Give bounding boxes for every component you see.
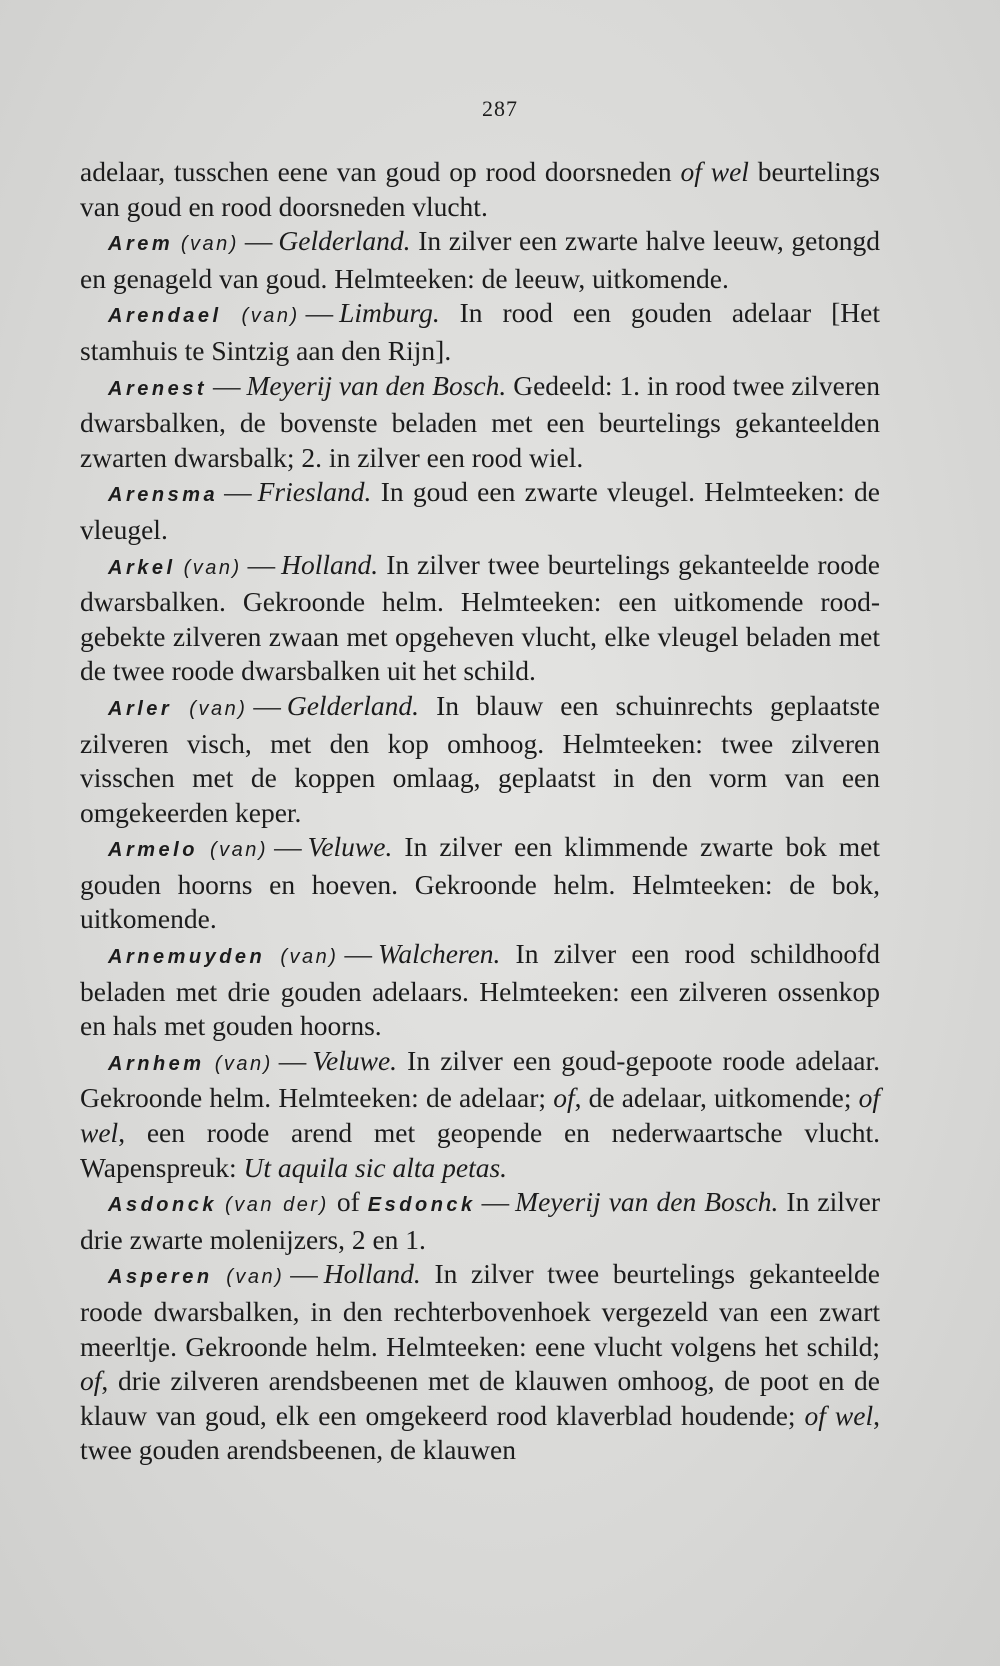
region: Holland. [281,548,379,580]
family-name: Arendael [108,305,222,328]
blazon-text: In zilver een zwarte halve leeuw, getongd en genageld van goud. Helmteeken: de leeuw, uitkomende. [80,225,881,294]
blazon-text: In blauw een schuinrechts geplaatste zilveren visch, met den kop omhoog. Helmteeken: twee zilveren visschen met de koppen omlaag, geplaatst in den vorm van een omgekeerden keper. [80,689,881,828]
blazon-text: In zilver twee beurtelings gekanteelde roode dwarsbalken, in den rechterbovenhoek vergezeld van een zwart meerltje. Gekroonde helm. Helmteeken: eene vlucht volgens het schild; [80,1258,881,1362]
blazon-text: In zilver twee beurtelings gekanteelde roode dwarsbalken. Gekroonde helm. Helmteeken: een uitkomende rood-gebekte zilveren zwaan met opgeheven vlucht, elke vleugel beladen met de twee roode dwarsbalken uit het schild. [80,548,880,687]
italic-text: of wel [680,156,749,187]
dash: — [274,831,302,863]
blazon-text: In zilver een rood schildhoofd beladen met drie gouden adelaars. Helmteeken: een zilveren ossenkop en hals met gouden hoorns. [80,938,880,1042]
dash: — [253,689,281,721]
region: Limburg. [339,297,440,329]
entry-arenest [80,369,880,476]
family-name: Arenest [108,377,207,400]
dash: — [224,476,252,508]
family-name: Arler [108,697,173,720]
blazon-text: In zilver een klimmende zwarte bok met gouden hoorns en hoeven. Gekroonde helm. Helmteeken: de bok, uitkomende. [80,831,881,935]
italic-text: of wel [80,1082,880,1149]
connector-text: of [328,1186,368,1218]
region: Meyerij van den Bosch. [246,369,507,401]
blazon-text: In goud een zwarte vleugel. Helmteeken: de vleugel. [80,476,880,545]
family-name: Asdonck [108,1194,217,1217]
blazon-text: , de adelaar, uitkomende; [574,1082,859,1114]
name-suffix: (van) [183,556,242,579]
family-name: Arnhem [108,1052,205,1075]
region: Friesland. [257,476,372,508]
dash: — [278,1044,307,1076]
entry-arnhem [80,1044,880,1185]
entry-arendael [80,296,880,368]
italic-text: of [553,1082,575,1114]
region: Gelderland. [286,689,419,721]
dash: — [247,548,276,580]
dash: — [290,1258,318,1290]
name-suffix: (van) [209,839,269,862]
entry-asdonck [80,1185,880,1257]
blazon-text: In rood een gouden adelaar [Het stamhuis te Sintzig aan den Rijn]. [80,297,880,366]
dash: — [481,1186,510,1218]
name-suffix: (van) [180,233,239,256]
family-name: Arem [108,233,174,256]
entry-text: adelaar, tusschen eene van goud op rood doorsneden [80,156,681,187]
family-name: Esdonck [367,1194,476,1217]
blazon-text: , een roode arend met geopende en nederwaartsche vlucht. Wapenspreuk: [80,1117,880,1183]
name-suffix: (van) [189,697,248,720]
region: Gelderland. [278,225,411,257]
blazon-text: , twee gouden arendsbeenen, de klauwen [80,1399,880,1466]
italic-text: of [80,1365,102,1397]
entry-text: beurtelings van goud en rood doorsneden vlucht. [80,156,880,222]
family-name: Arkel [108,556,176,579]
entry-arem [80,224,880,296]
name-suffix: (van) [280,946,339,969]
dash: — [344,938,372,970]
motto: Ut aquila sic alta petas. [243,1151,508,1183]
family-name: Arensma [108,484,219,507]
dash: — [244,225,273,257]
name-suffix: (van) [226,1266,285,1289]
family-name: Asperen [108,1266,213,1289]
entry-arensma [80,475,880,547]
family-name: Arnemuyden [108,946,266,969]
italic-text: of wel [804,1399,874,1431]
armorial-text [80,155,880,1468]
entry-arnemuyden [80,937,880,1044]
page-number: 287 [482,96,518,121]
family-name: Armelo [108,839,198,862]
name-suffix: (van der) [225,1194,329,1217]
name-suffix: (van) [214,1052,273,1075]
region: Walcheren. [377,938,501,970]
entry-arler [80,689,880,830]
entry-continuation [80,155,880,224]
entry-armelo [80,830,880,937]
blazon-text: In zilver een goud-gepoote roode adelaar. Gekroonde helm. Helmteeken: de adelaar; [80,1044,880,1114]
dash: — [305,297,334,329]
blazon-text: Gedeeld: 1. in rood twee zilveren dwarsbalken, de bovenste beladen met een beurtelings gekanteelden zwarten dwarsbalk; 2. in zilver een rood wiel. [80,369,880,473]
dash: — [212,369,241,401]
blazon-text: In zilver drie zwarte molenijzers, 2 en 1. [80,1186,880,1255]
region: Meyerij van den Bosch. [515,1186,779,1218]
region: Veluwe. [307,831,393,863]
blazon-text: , drie zilveren arendsbeenen met de klauwen omhoog, de poot en de klauw van goud, elk een omgekeerd rood klaverblad houdende; [80,1365,880,1431]
region: Holland. [323,1258,421,1290]
name-suffix: (van) [241,305,300,328]
entry-arkel [80,548,880,689]
entry-asperen [80,1257,880,1468]
region: Veluwe. [312,1044,398,1076]
